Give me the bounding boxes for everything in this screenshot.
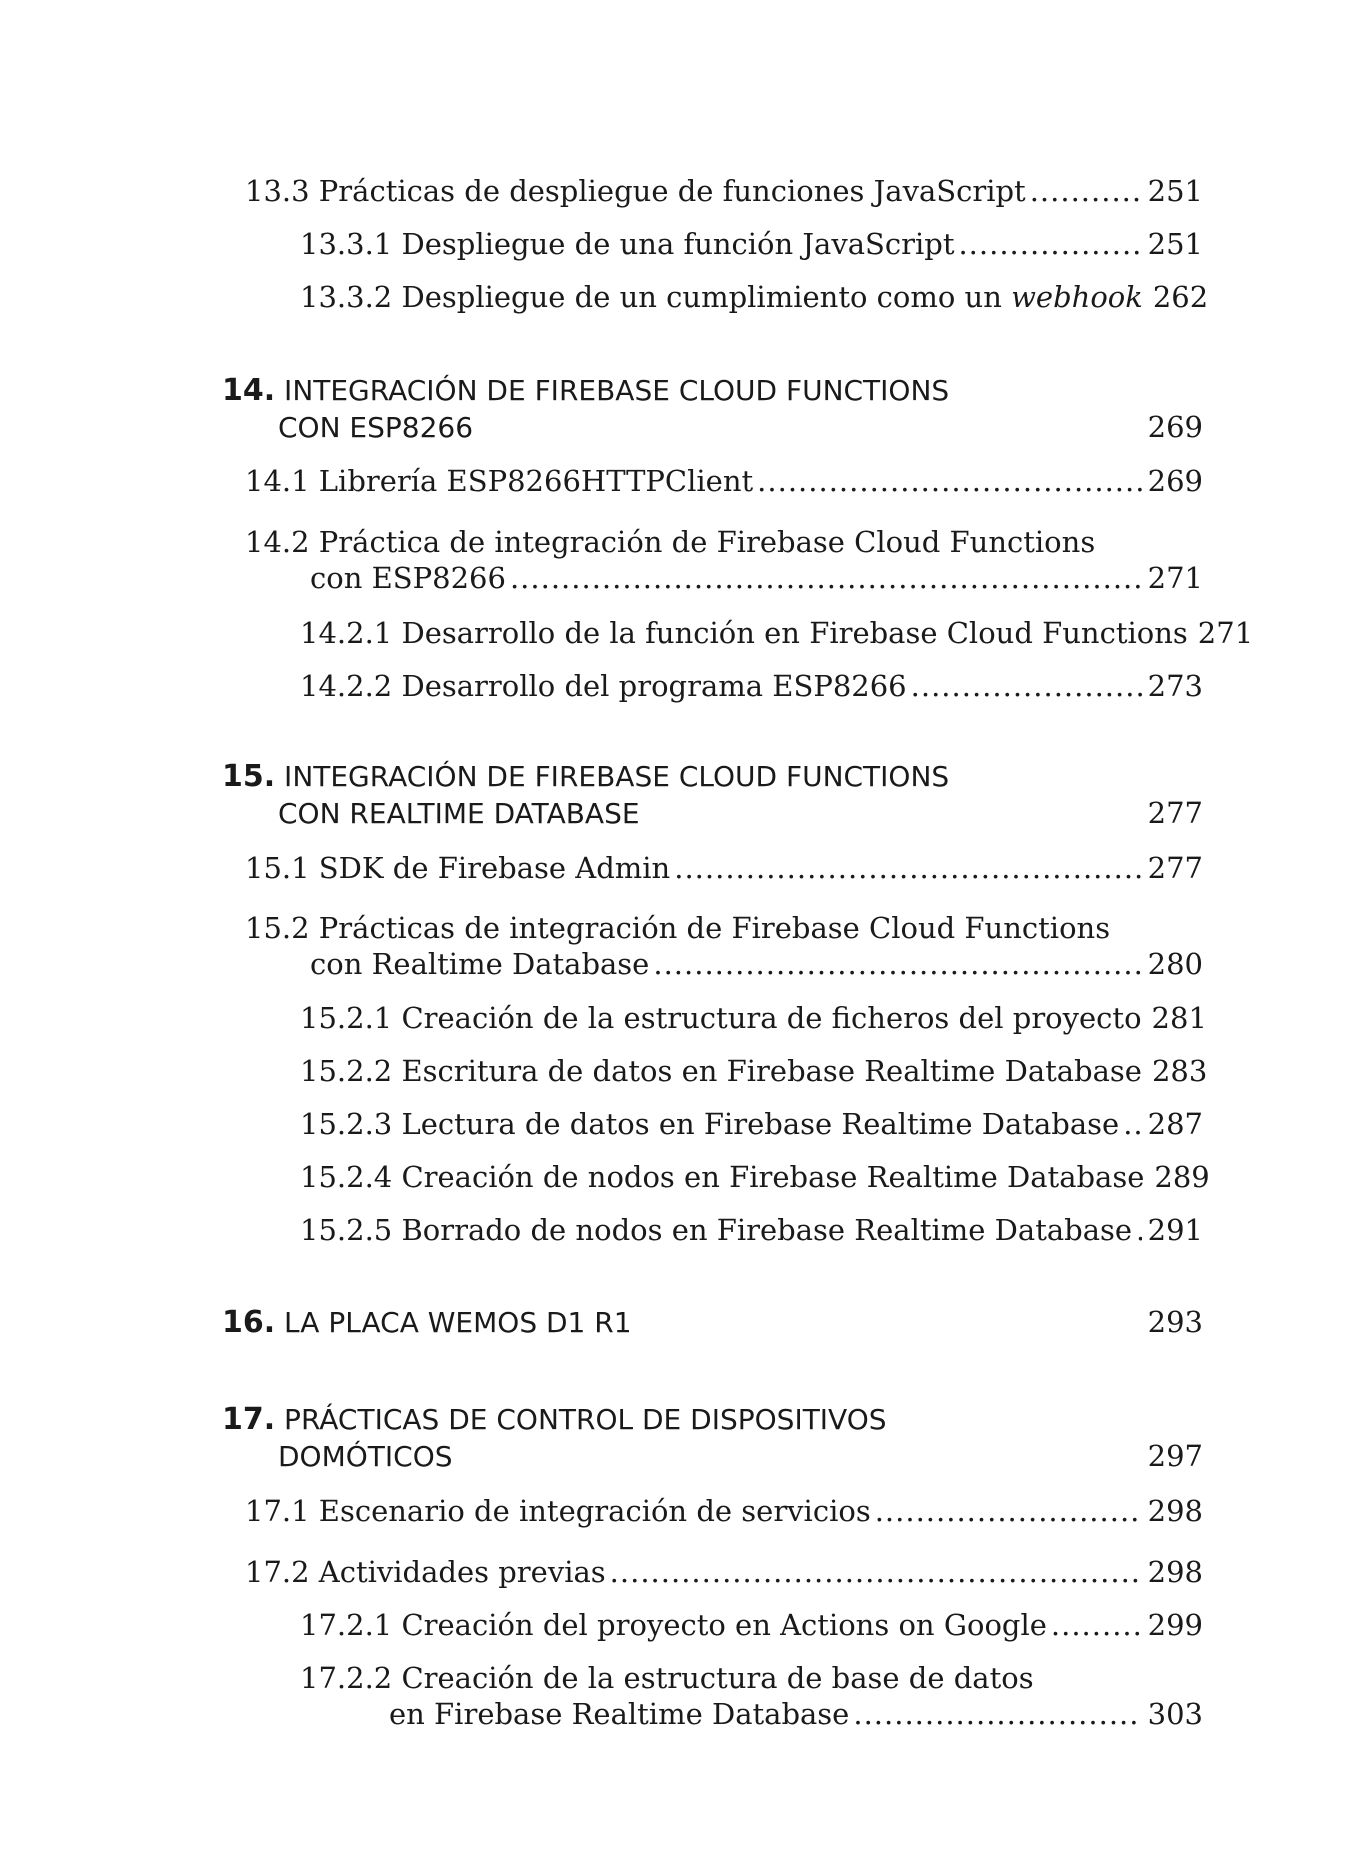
toc-page-number: 262 xyxy=(1152,280,1209,314)
leader-dots xyxy=(911,668,1142,704)
toc-entry xyxy=(245,1493,1203,1529)
chapter-number: 15. xyxy=(222,759,276,794)
chapter-heading xyxy=(222,758,1203,832)
toc-entry-title: 14.1 Librería ESP8266HTTPClient xyxy=(245,464,754,498)
toc-entry xyxy=(300,226,1203,262)
chapter-number: 16. xyxy=(222,1305,276,1340)
chapter-title-line1: PRÁCTICAS DE CONTROL DE DISPOSITIVOS xyxy=(275,1403,887,1436)
toc-entry-title xyxy=(300,279,1143,315)
chapter-title-line1: INTEGRACIÓN DE FIREBASE CLOUD FUNCTIONS xyxy=(275,374,950,407)
chapter-page-number: 297 xyxy=(1147,1439,1203,1473)
toc-entry-title-italic: webhook xyxy=(1011,280,1143,314)
toc-entry xyxy=(245,463,1203,499)
toc-page-number: 277 xyxy=(1147,851,1203,885)
leader-dots xyxy=(1123,1106,1141,1142)
toc-page-number: 280 xyxy=(1147,947,1203,981)
toc-page-number: 299 xyxy=(1147,1608,1203,1642)
chapter-heading xyxy=(222,1401,1203,1475)
chapter-title-line2: CON ESP8266 xyxy=(278,411,474,444)
toc-entry xyxy=(245,1554,1203,1590)
toc-page-number: 271 xyxy=(1197,616,1254,650)
toc-entry xyxy=(300,1660,1203,1732)
toc-entry xyxy=(300,1106,1203,1142)
toc-page-number: 298 xyxy=(1147,1555,1203,1589)
toc-entry xyxy=(300,1607,1203,1643)
toc-entry xyxy=(300,668,1203,704)
toc-entry xyxy=(300,615,1254,651)
toc-entry-title: 14.2.2 Desarrollo del programa ESP8266 xyxy=(300,669,907,703)
toc-page-number: 291 xyxy=(1147,1213,1203,1247)
leader-dots xyxy=(958,226,1141,262)
toc-page-number: 273 xyxy=(1147,669,1203,703)
toc-entry-title: 15.2.5 Borrado de nodos en Firebase Realtime Database xyxy=(300,1213,1133,1247)
leader-dots xyxy=(510,560,1142,596)
toc-entry xyxy=(245,524,1203,596)
toc-page-number: 298 xyxy=(1147,1494,1203,1528)
toc-entry-title: 15.1 SDK de Firebase Admin xyxy=(245,851,671,885)
toc-entry-title: 14.2.1 Desarrollo de la función en Firebase Cloud Functions xyxy=(300,616,1188,650)
toc-entry-title-line2: con ESP8266 xyxy=(310,561,506,595)
toc-entry-title-text: 13.3.2 Despliegue de un cumplimiento como un xyxy=(300,280,1012,314)
leader-dots xyxy=(1030,173,1142,209)
toc-entry xyxy=(245,173,1203,209)
toc-entry-title-line1: 15.2 Prácticas de integración de Firebase Cloud Functions xyxy=(245,911,1111,945)
leader-dots xyxy=(610,1554,1142,1590)
toc-entry xyxy=(245,910,1203,982)
toc-entry xyxy=(245,850,1203,886)
leader-dots xyxy=(757,463,1141,499)
toc-entry xyxy=(300,1212,1203,1248)
toc-page-number: 281 xyxy=(1151,1001,1207,1035)
toc-entry xyxy=(300,1000,1207,1036)
chapter-title-line1: LA PLACA WEMOS D1 R1 xyxy=(275,1306,632,1339)
leader-dots xyxy=(674,850,1141,886)
toc-entry-title: 13.3.1 Despliegue de una función JavaScript xyxy=(300,227,955,261)
toc-entry-title-line1: 14.2 Práctica de integración de Firebase Cloud Functions xyxy=(245,525,1096,559)
chapter-title-line1: INTEGRACIÓN DE FIREBASE CLOUD FUNCTIONS xyxy=(275,760,950,793)
chapter-title-line2: CON REALTIME DATABASE xyxy=(278,797,640,830)
toc-entry xyxy=(300,1159,1210,1195)
leader-dots xyxy=(853,1696,1141,1732)
toc-page-number: 283 xyxy=(1151,1054,1208,1088)
leader-dots xyxy=(653,946,1141,982)
chapter-page-number: 269 xyxy=(1147,410,1203,444)
leader-dots xyxy=(1051,1607,1142,1643)
toc-page-number: 251 xyxy=(1147,174,1203,208)
toc-entry xyxy=(300,1053,1208,1089)
toc-entry-title: 17.2.1 Creación del proyecto en Actions on Google xyxy=(300,1608,1047,1642)
toc-page-number: 287 xyxy=(1147,1107,1203,1141)
toc-entry-title-line2: con Realtime Database xyxy=(310,947,650,981)
toc-page-number: 269 xyxy=(1147,464,1203,498)
toc-entry-title: 17.2 Actividades previas xyxy=(245,1555,606,1589)
toc-entry-title-line1: 17.2.2 Creación de la estructura de base de datos xyxy=(300,1661,1034,1695)
leader-dots xyxy=(875,1493,1142,1529)
chapter-page-number: 277 xyxy=(1147,796,1203,830)
chapter-page-number: 293 xyxy=(1147,1305,1203,1339)
toc-entry-title: 13.3 Prácticas de despliegue de funciones JavaScript xyxy=(245,174,1026,208)
toc-page-number: 289 xyxy=(1154,1160,1210,1194)
toc-page-number: 251 xyxy=(1147,227,1203,261)
chapter-title-line2: DOMÓTICOS xyxy=(278,1440,453,1473)
toc-entry-title: 17.1 Escenario de integración de servicios xyxy=(245,1494,871,1528)
chapter-number: 17. xyxy=(222,1402,276,1437)
toc-page-number: 303 xyxy=(1147,1697,1203,1731)
toc-entry-title-line2: en Firebase Realtime Database xyxy=(389,1697,850,1731)
chapter-heading xyxy=(222,1304,1203,1341)
toc-entry-title: 15.2.4 Creación de nodos en Firebase Realtime Database xyxy=(300,1160,1145,1194)
toc-entry-title: 15.2.1 Creación de la estructura de ficheros del proyecto xyxy=(300,1001,1142,1035)
chapter-heading xyxy=(222,372,1203,446)
toc-entry-title: 15.2.2 Escritura de datos en Firebase Realtime Database xyxy=(300,1054,1142,1088)
toc-entry-title: 15.2.3 Lectura de datos en Firebase Realtime Database xyxy=(300,1107,1120,1141)
toc-entry xyxy=(300,279,1209,315)
leader-dots xyxy=(1136,1212,1142,1248)
chapter-number: 14. xyxy=(222,373,276,408)
toc-page-number: 271 xyxy=(1147,561,1203,595)
